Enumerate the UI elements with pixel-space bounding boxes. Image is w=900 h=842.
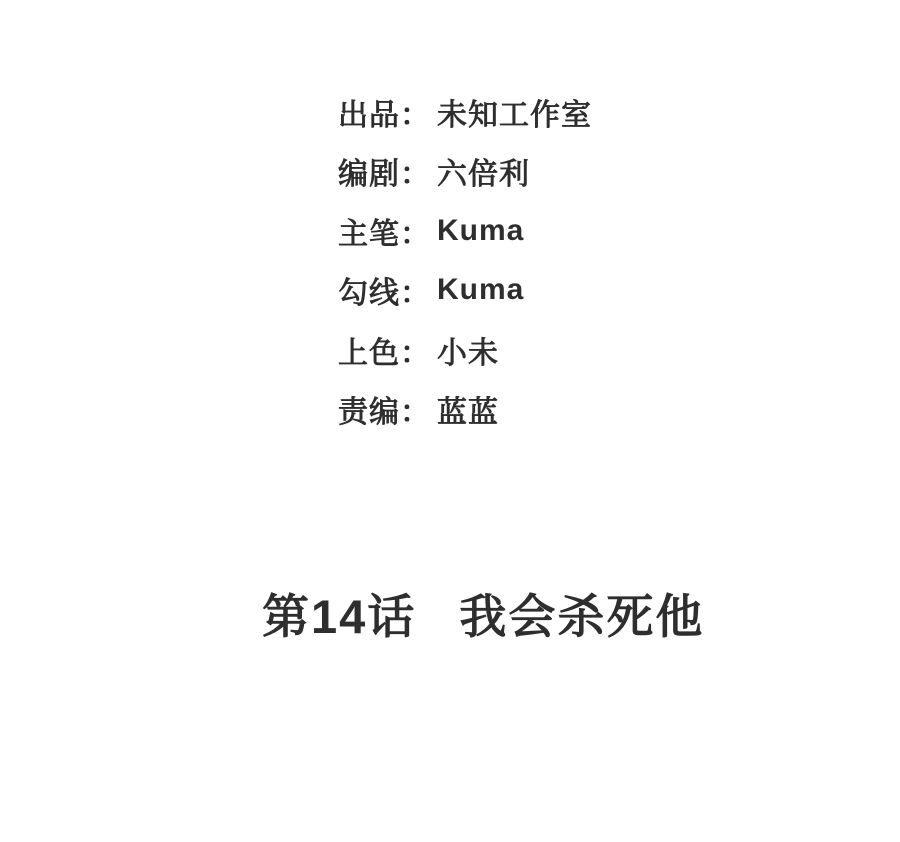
credit-role: 编剧：	[338, 158, 431, 192]
chapter-title	[262, 580, 704, 647]
credit-role: 勾线：	[338, 277, 431, 311]
credit-line-lead-artist	[338, 201, 592, 261]
credit-name: 小未	[437, 336, 499, 370]
credit-role: 出品：	[338, 98, 431, 132]
credit-line-inker	[338, 261, 592, 321]
chapter-title-text: 我会杀死他	[459, 590, 705, 643]
credit-role: 上色：	[338, 336, 431, 370]
credit-name: Kuma	[437, 273, 525, 307]
credit-line-editor	[338, 380, 592, 440]
credit-line-producer	[338, 82, 592, 142]
credit-line-screenwriter	[338, 142, 592, 202]
credit-name: 六倍利	[437, 158, 530, 192]
credits-block	[338, 82, 592, 439]
chapter-number: 第14话	[262, 590, 417, 643]
credit-name: Kuma	[437, 213, 525, 247]
credit-name: 未知工作室	[437, 98, 592, 132]
credit-line-colorist	[338, 320, 592, 380]
credit-name: 蓝蓝	[437, 396, 499, 430]
credit-role: 主笔：	[338, 217, 431, 251]
credit-role: 责编：	[338, 396, 431, 430]
